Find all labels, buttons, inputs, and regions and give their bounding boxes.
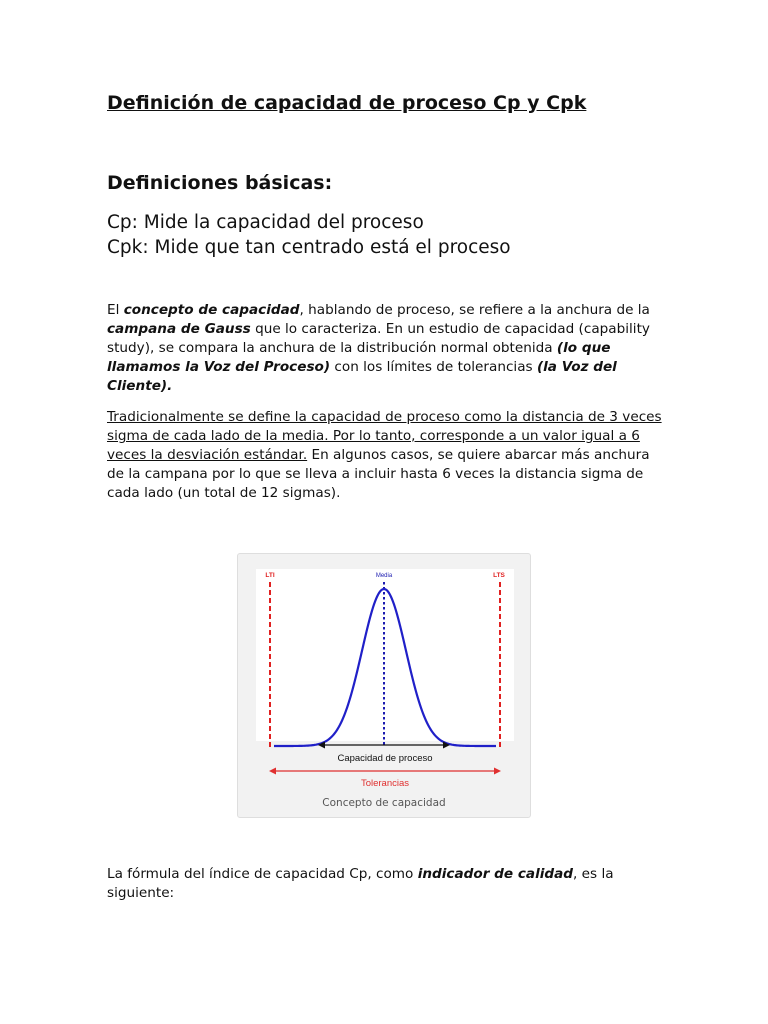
text-run: La fórmula del índice de capacidad Cp, como — [107, 866, 418, 882]
text-run: En algunos casos, se quiere abarcar más anchura de la campana por lo que se lleva a incluir hasta 6 veces la distancia sigma de cada lado (un total de 12 sigmas). — [107, 447, 650, 501]
text-run: que lo caracteriza. En un estudio de capacidad (capability study), se compara la anchura de la distribución normal obtenida — [107, 321, 650, 356]
paragraph-definition — [107, 408, 667, 503]
text-run: , es la siguiente: — [107, 866, 614, 901]
lti-label: LTI — [265, 572, 275, 579]
media-label: Media — [375, 573, 393, 579]
underlined-text: Tradicionalmente se define la capacidad de proceso como la distancia de 3 veces sigma de cada lado de la media. Por lo tanto, corresponde a un valor igual a 6 veces la desviación estándar. — [107, 409, 662, 463]
text-run: , hablando de proceso, se refiere a la anchura de la — [299, 302, 650, 318]
bell-curve-diagram — [256, 569, 514, 797]
text-run: El — [107, 302, 124, 318]
figure-capacidad — [237, 553, 531, 818]
plot-background — [256, 569, 514, 741]
emphasis-campana: campana de Gauss — [107, 321, 251, 337]
emphasis-indicador: indicador de calidad — [417, 866, 574, 882]
lts-label: LTS — [493, 572, 505, 579]
emphasis-concepto: concepto de capacidad — [123, 302, 300, 318]
emphasis-voz-proceso: (lo que llamamos la Voz del Proceso) — [107, 340, 611, 375]
definition-cpk: Cpk: Mide que tan centrado está el proceso — [107, 237, 511, 258]
document-title: Definición de capacidad de proceso Cp y Cpk — [107, 92, 587, 114]
emphasis-voz-cliente: (la Voz del Cliente). — [107, 359, 617, 394]
capacity-label: Capacidad de proceso — [337, 753, 433, 764]
section-heading: Definiciones básicas: — [107, 172, 333, 194]
figure-caption: Concepto de capacidad — [322, 797, 446, 809]
tolerance-arrow — [269, 768, 501, 775]
text-run: con los límites de tolerancias — [330, 359, 537, 375]
paragraph-formula — [107, 865, 667, 903]
paragraph-concept — [107, 301, 667, 396]
definition-cp: Cp: Mide la capacidad del proceso — [107, 212, 424, 233]
tolerance-label: Tolerancias — [360, 778, 410, 789]
